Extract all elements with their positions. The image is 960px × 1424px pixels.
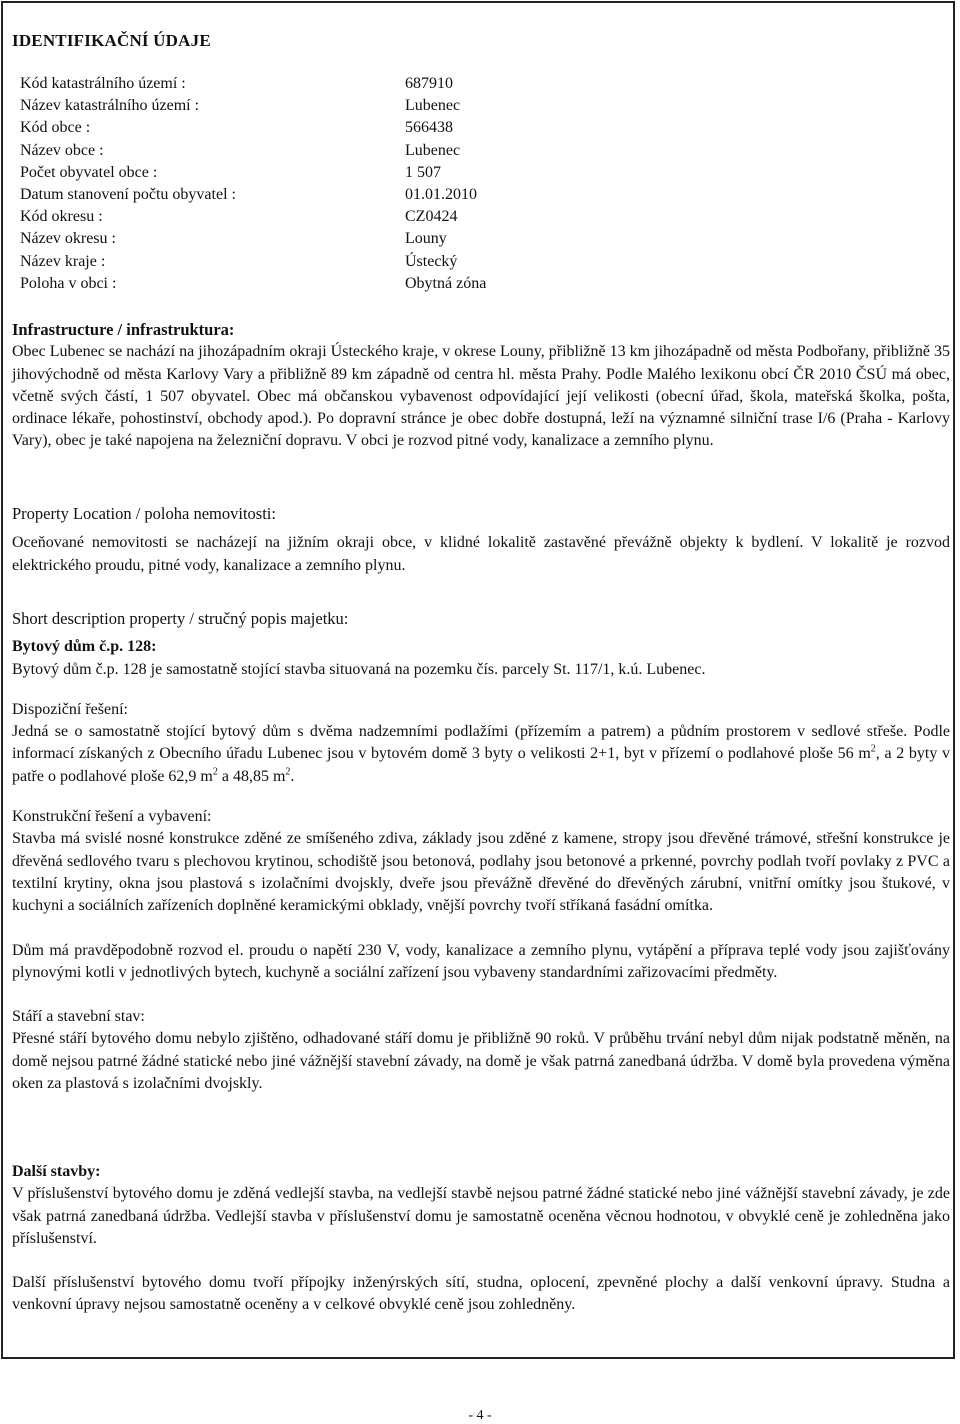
identification-value: 1 507 xyxy=(405,163,441,181)
identification-row xyxy=(20,140,486,162)
age-text: Přesné stáří bytového domu nebylo zjištěno, odhadované stáří domu je přibližně 90 roků. V průběhu trvání nebyl dům nijak podstatně měněn, na domě nejsou patrné žádné statické nebo jiné vážnější stavební závady, na domě je však patrná zanedbaná údržba. V domě byla provedena výměna oken za plastová s izolačními dvojskly. xyxy=(12,1030,950,1093)
layout-heading: Dispoziční řešení: xyxy=(12,700,128,718)
identification-row xyxy=(20,273,486,295)
identification-row xyxy=(20,73,486,95)
other-buildings-heading: Další stavby: xyxy=(12,1163,101,1180)
identification-value: 566438 xyxy=(405,119,453,137)
identification-label: Poloha v obci : xyxy=(20,274,117,292)
age-heading: Stáří a stavební stav: xyxy=(12,1008,145,1026)
description-section xyxy=(12,608,950,1095)
building-text: Bytový dům č.p. 128 je samostatně stojící stavba situovaná na pozemku čís. parcely St. 117/1, k.ú. Lubenec. xyxy=(12,660,706,678)
identification-value: 687910 xyxy=(405,75,453,92)
layout-text: Jedná se o samostatně stojící bytový dům s dvěma nadzemními podlažími (přízemím a patrem) a půdním prostorem v sedlové střeše. Podle informací získaných z Obecního úřadu Lubenec jsou v bytovém domě 3 byty o velikosti 2+1, byt v přízemí o podlahové ploše 56 $m^2$, a 2 byty v patře o podlahové ploše 62,9 $m^2$ a 48,85 $m^2$. xyxy=(12,723,951,785)
identification-row xyxy=(20,184,486,206)
identification-label: Název okresu : xyxy=(20,230,116,248)
identification-row xyxy=(20,162,486,184)
other-buildings-text-1: V příslušenství bytového domu je zděná vedlejší stavba, na vedlejší stavbě nejsou patrné žádné statické nebo jiné vážnější stavební závady, je zde však patrná zanedbaná údržba. Vedlejší stavba v příslušenství domu je samostatně oceněna věcnou hodnotou, v obvyklé ceně je zohledněna jako příslušenství. xyxy=(12,1185,950,1247)
identification-label: Kód obce : xyxy=(20,119,91,137)
identification-value: Ústecký xyxy=(405,252,458,270)
utilities-text: Dům má pravděpodobně rozvod el. proudu o napětí 230 V, vody, kanalizace a zemního plynu, vytápění a příprava teplé vody jsou zajišťovány plynovými kotli v jednotlivých bytech, kuchyně a sociální zařízení jsou vybaveny standardními zařizovacími předměty. xyxy=(12,941,950,981)
identification-label: Datum stanovení počtu obyvatel : xyxy=(20,186,236,204)
infrastructure-section xyxy=(12,319,950,453)
page-number: - 4 - xyxy=(468,1408,492,1423)
other-buildings-section xyxy=(12,1161,950,1317)
location-heading: Property Location / poloha nemovitosti: xyxy=(12,504,276,523)
construction-heading: Konstrukční řešení a vybavení: xyxy=(12,808,212,826)
identification-value: CZ0424 xyxy=(405,208,458,226)
other-buildings-text-2: Další příslušenství bytového domu tvoří přípojky inženýrských sítí, studna, oplocení, zpevněné plochy a další venkovní úpravy. Studna a venkovní úpravy nejsou samostatně oceněny a v celkové obvyklé ceně jsou zohledněny. xyxy=(12,1274,950,1314)
building-title: Bytový dům č.p. 128: xyxy=(12,638,157,656)
identification-value: Obytná zóna xyxy=(405,274,487,292)
identification-table xyxy=(20,73,486,295)
page-title: IDENTIFIKAČNÍ ÚDAJE xyxy=(12,31,211,50)
identification-label: Název kraje : xyxy=(20,252,106,270)
infrastructure-text: Obec Lubenec se nachází na jihozápadním okraji Ústeckého kraje, v okrese Louny, přibližně 13 km jihozápadně od města Podbořany, přibližně 35 jihovýchodně od města Karlovy Vary a přibližně 89 km západně od centra hl. města Prahy. Podle Malého lexikonu obcí ČR 2010 ČSÚ má obec, včetně svých částí, 1 507 obyvatel. Obec má občanskou vybavenost odpovídající její velikosti (obecní úřad, škola, mateřská školka, pošta, ordinace lékaře, pohostinství, obchody apod.). Po dopravní stránce je obec dobře dostupná, leží na významné silniční trase I/6 (Praha - Karlovy Vary), obec je také napojena na železniční dopravu. V obci je rozvod pitné vody, kanalizace a zemního plynu. xyxy=(12,343,950,450)
identification-label: Počet obyvatel obce : xyxy=(20,163,158,181)
identification-row xyxy=(20,117,486,139)
identification-value: Lubenec xyxy=(405,97,461,115)
identification-value: Lubenec xyxy=(405,141,461,159)
identification-row xyxy=(20,228,486,250)
page-frame xyxy=(1,1,955,1359)
identification-row xyxy=(20,206,486,228)
identification-label: Název katastrálního území : xyxy=(20,97,200,115)
identification-row xyxy=(20,251,486,273)
description-heading: Short description property / stručný popis majetku: xyxy=(12,609,349,628)
infrastructure-heading: Infrastructure / infrastruktura: xyxy=(12,320,235,339)
identification-label: Kód katastrálního území : xyxy=(20,75,186,92)
identification-value: Louny xyxy=(405,230,447,248)
identification-value: 01.01.2010 xyxy=(405,186,477,204)
location-section xyxy=(12,503,950,577)
location-text: Oceňované nemovitosti se nacházejí na jižním okraji obce, v klidné lokalitě zastavěné převážně objekty k bydlení. V lokalitě je rozvod elektrického proudu, pitné vody, kanalizace a zemního plynu. xyxy=(12,534,950,574)
identification-label: Název obce : xyxy=(20,141,104,159)
construction-text: Stavba má svislé nosné konstrukce zděné ze smíšeného zdiva, základy jsou zděné z kamene, stropy jsou dřevěné trámové, střešní konstrukce je dřevěná sedlového tvaru s plechovou krytinou, schodiště jsou betonová, podlahy jsou betonové a prkenné, povrchy podlah tvoří povlaky z PVC a textilní krytiny, okna jsou plastová s izolačními dvojskly, dveře jsou převážně dřevěné do dřevěných zárubní, vnitřní omítky jsou štukové, v kuchyni a sociálních zařízeních doplněné keramickými obklady, vnější povrchy tvoří stříkaná fasádní omítka. xyxy=(12,830,950,915)
identification-row xyxy=(20,95,486,117)
identification-label: Kód okresu : xyxy=(20,208,103,226)
